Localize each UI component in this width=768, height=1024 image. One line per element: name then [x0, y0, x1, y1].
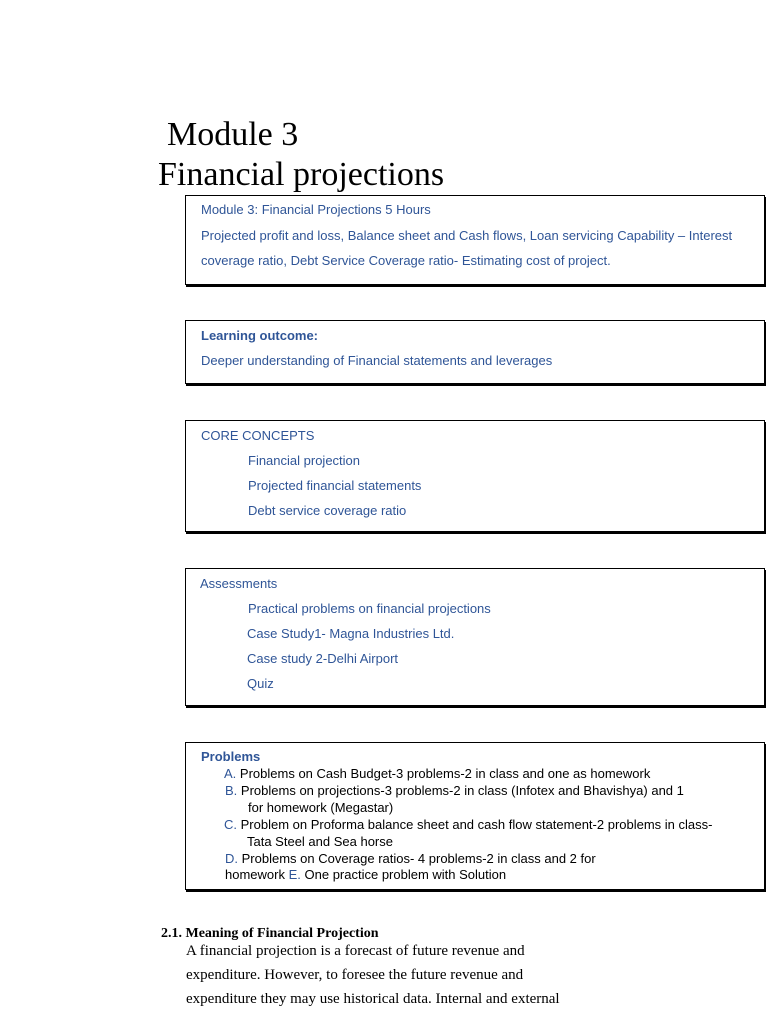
- problem-marker: D.: [225, 851, 238, 866]
- section-paragraph-line: A financial projection is a forecast of future revenue and: [186, 943, 525, 959]
- problem-marker: A.: [224, 766, 237, 781]
- syllabus-text-line-2: coverage ratio, Debt Service Coverage ratio- Estimating cost of project.: [201, 253, 611, 268]
- core-concepts-box: [185, 420, 765, 532]
- assessment-item: Case Study1- Magna Industries Ltd.: [247, 626, 455, 641]
- assessments-heading: Assessments: [200, 576, 278, 591]
- core-concept-item: Projected financial statements: [248, 478, 422, 493]
- problem-marker: B.: [225, 783, 238, 798]
- section-paragraph-line: expenditure. However, to foresee the future revenue and: [186, 967, 524, 983]
- problem-text: Problem on Proforma balance sheet and cash flow statement-2 problems in class-: [240, 817, 713, 832]
- core-concepts-heading: CORE CONCEPTS: [201, 428, 315, 443]
- problem-marker: E.: [288, 867, 301, 882]
- learning-outcome-heading: Learning outcome:: [201, 328, 319, 343]
- problem-text: Problems on Coverage ratios- 4 problems-2 in class and 2 for: [241, 851, 596, 866]
- problem-text: Problems on projections-3 problems-2 in class (Infotex and Bhavishya) and 1: [240, 783, 684, 798]
- assessment-item: Practical problems on financial projections: [248, 601, 491, 616]
- problem-text-continuation: Tata Steel and Sea horse: [247, 834, 393, 849]
- assessments-box: [185, 568, 765, 706]
- core-concept-item: Debt service coverage ratio: [248, 503, 407, 518]
- learning-outcome-box: [185, 320, 765, 384]
- problem-item-a: [224, 766, 650, 781]
- problem-text-continuation: for homework (Megastar): [248, 800, 394, 815]
- section-heading: 2.1. Meaning of Financial Projection: [161, 926, 379, 941]
- problem-item-e: [225, 867, 506, 882]
- module-number-title: Module 3: [167, 116, 299, 153]
- problem-item-b: [225, 783, 684, 798]
- problems-heading: Problems: [201, 749, 261, 764]
- section-paragraph-line: expenditure they may use historical data. Internal and external: [186, 991, 560, 1007]
- problem-item-d: [225, 851, 596, 866]
- problems-box: [185, 742, 765, 890]
- problem-text: Problems on Cash Budget-3 problems-2 in class and one as homework: [239, 766, 651, 781]
- assessment-item: Quiz: [247, 676, 274, 691]
- problem-text: One practice problem with Solution: [304, 867, 507, 882]
- problem-marker: C.: [224, 817, 237, 832]
- learning-outcome-text: Deeper understanding of Financial statements and leverages: [201, 353, 553, 368]
- syllabus-text-line-1: Projected profit and loss, Balance sheet and Cash flows, Loan servicing Capability – Interest: [201, 228, 733, 243]
- problem-prefix: homework: [225, 867, 285, 882]
- core-concept-item: Financial projection: [248, 453, 361, 468]
- syllabus-heading: Module 3: Financial Projections 5 Hours: [201, 202, 431, 217]
- assessment-item: Case study 2-Delhi Airport: [247, 651, 399, 666]
- page-title: Financial projections: [158, 156, 445, 193]
- syllabus-box: [185, 195, 765, 285]
- problem-item-c: [224, 817, 712, 832]
